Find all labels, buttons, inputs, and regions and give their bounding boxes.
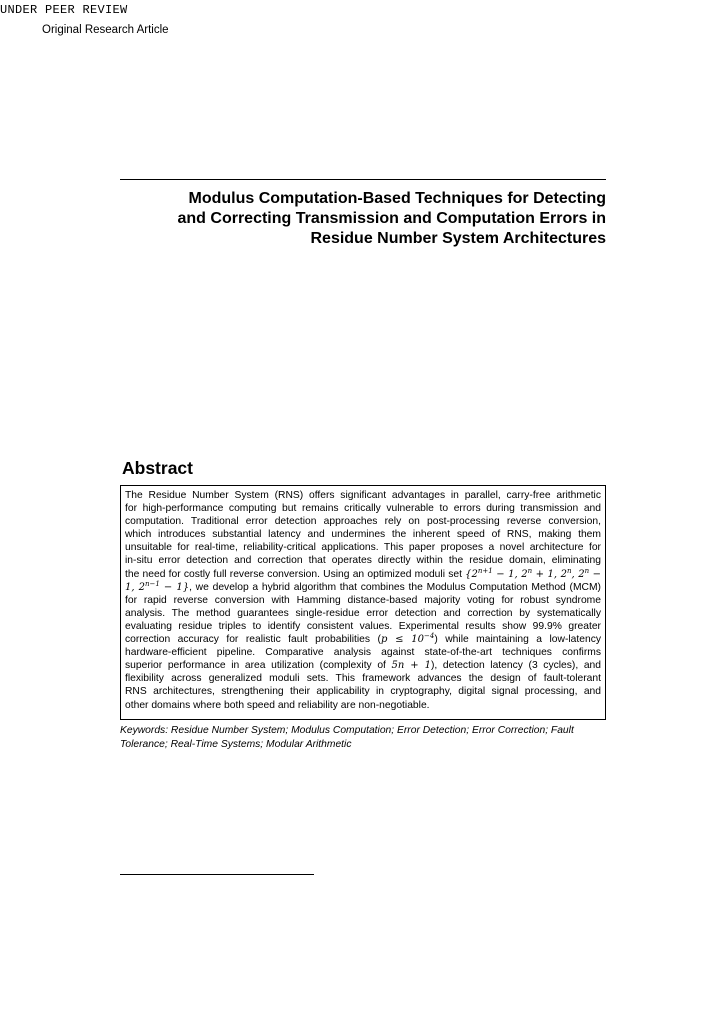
abstract-text: ), detection latency (3 cycles), and [430,660,601,672]
abstract-line: The Residue Number System (RNS) offers significant advantages in parallel, carry-free arithmetic [125,490,601,501]
complexity-formula: 5n + 1 [391,660,431,672]
abstract-line: in-situ error detection and correction that operates directly within the residue domain, eliminating [125,555,601,567]
abstract-line [125,659,601,672]
abstract-line: RNS architectures, strengthening their applicability in cryptography, digital signal processing, and [125,686,601,698]
abstract-text: , we develop a hybrid algorithm that combines the Modulus Computation Method (MCM) [189,581,601,593]
abstract-text: the need for costly full reverse conversion. Using an optimized moduli set [125,568,466,580]
abstract-line [125,633,601,646]
abstract-line: which introduces substantial latency and undermines the inherent speed of RNS, making them [125,529,601,541]
abstract-line: evaluating residue triples to identify consistent values. Experimental results show 99.9% greater [125,620,601,632]
abstract-text: superior performance in area utilization (complexity of [125,660,392,672]
moduli-set-formula: {$2^{n+1} - 1$, $2^n + 1$, 2$^n$, $2^n$ − [465,566,601,580]
title-top-rule [120,179,606,180]
abstract-line: flexibility across generalized moduli sets. This framework advances the design of fault-tolerant [125,673,601,685]
abstract-line: other domains where both speed and reliability are non-negotiable. [125,699,430,711]
keywords-line: Tolerance; Real-Time Systems; Modular Arithmetic [120,738,352,750]
abstract-line [125,568,601,581]
paper-title [120,189,606,249]
moduli-set-formula: 1, $2^{n-1} - 1$} [125,579,190,593]
abstract-line: for high-performance computing but remains critically vulnerable to errors during transmission and [125,503,601,515]
abstract-line [125,581,601,594]
review-status-label: UNDER PEER REVIEW [0,3,128,17]
title-line: Residue Number System Architectures [310,230,606,247]
title-line: and Correcting Transmission and Computation Errors in [177,210,606,227]
keywords [120,724,606,751]
abstract-box [120,485,606,720]
abstract-line: analysis. The method guarantees single-residue error detection and correction by systematically [125,607,601,619]
abstract-line: unsuitable for real-time, reliability-critical applications. This paper proposes a novel architecture for [125,542,601,554]
abstract-text: correction accuracy for realistic fault probabilities ( [125,634,381,646]
keywords-line: Keywords: Residue Number System; Modulus Computation; Error Detection; Error Correction; Fault [120,725,574,736]
abstract-line: for rapid reverse conversion with Hamming distance-based majority voting for robust syndrome [125,594,601,606]
abstract-text: ) while maintaining a low-latency [434,634,601,646]
abstract-line: hardware-efficient pipeline. Comparative analysis against state-of-the-art techniques confirms [125,647,601,659]
abstract-heading: Abstract [122,458,193,478]
article-type-label: Original Research Article [42,24,169,36]
probability-formula: $p \le 10^{-4}$ [380,632,435,646]
abstract-line: computation. Traditional error detection approaches rely on post-processing reverse conversion, [125,516,601,528]
footnote-rule [120,874,314,875]
title-line: Modulus Computation-Based Techniques for Detecting [188,190,606,207]
